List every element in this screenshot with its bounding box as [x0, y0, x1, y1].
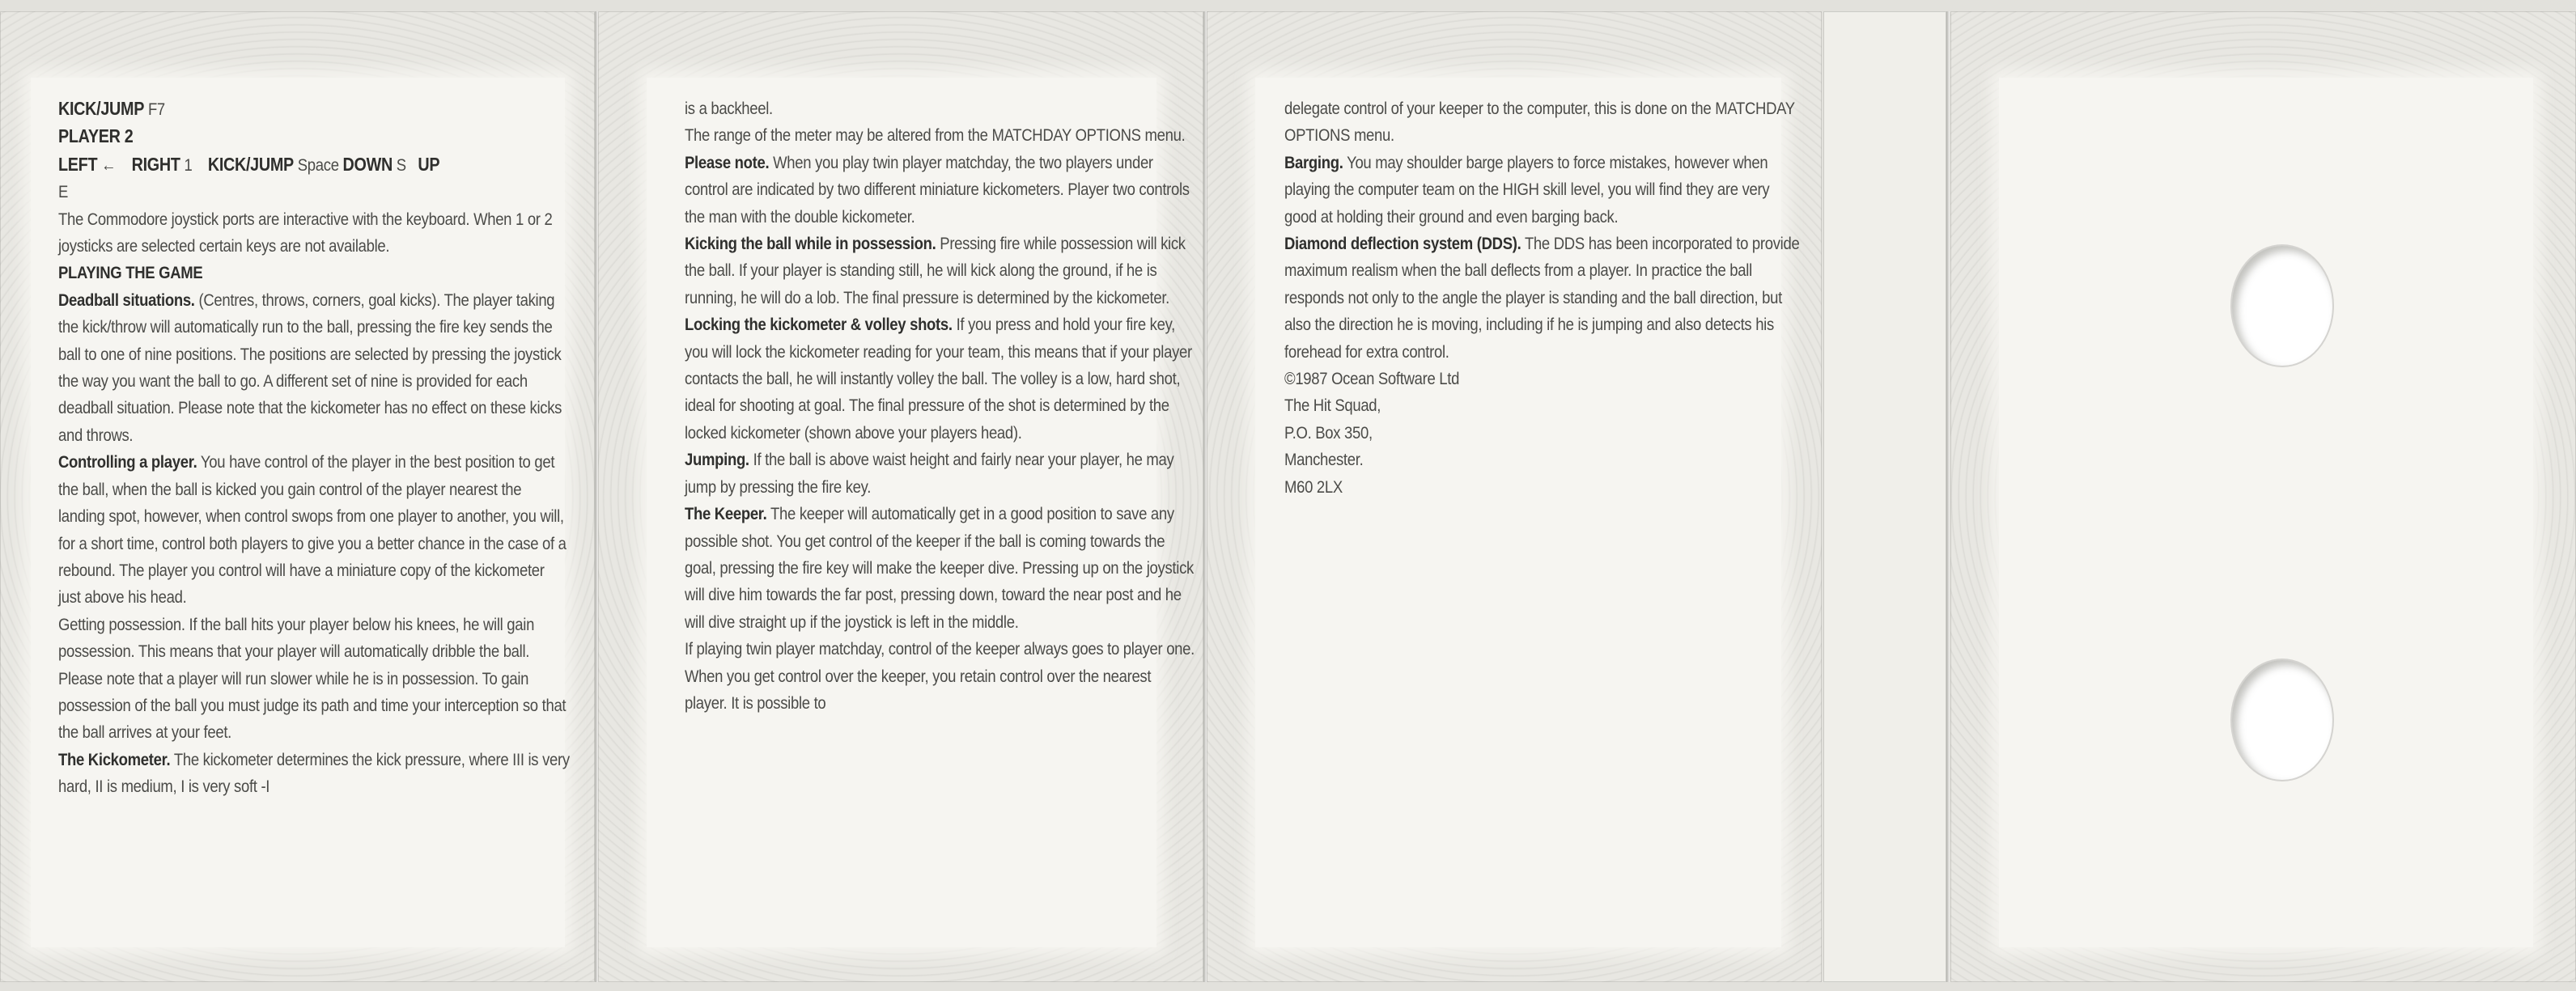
playing-heading: PLAYING THE GAME — [58, 263, 203, 283]
p2-right-label: RIGHT — [131, 153, 180, 175]
range-text: The range of the meter may be altered from the MATCHDAY OPTIONS menu. — [685, 125, 1186, 146]
left-arrow-key: ← — [101, 155, 117, 175]
note-text: When you play twin player matchday, the two players under control are indicated by two different miniature kickometers. Player two controls the man with the double kickometer. — [685, 152, 1190, 227]
delegate-text: delegate control of your keeper to the computer, this is done on the MATCHDAY OPTIONS menu. — [1284, 99, 1795, 146]
panel-3 — [1207, 11, 1822, 982]
controlling-heading: Controlling a player. — [58, 452, 197, 472]
panel-1-text — [58, 95, 570, 801]
deadball-heading: Deadball situations. — [58, 290, 195, 310]
controlling-text: You have control of the player in the best position to get the ball, when the ball is kicked you gain control of the player nearest the landing spot, however, when control swops from one player to another, you will, for a short time, control both players to give you a better chance in the case of a rebound. The player you control will have a miniature copy of the kickometer just above his head. — [58, 452, 567, 608]
address-line-4: M60 2LX — [1284, 476, 1343, 497]
fold-line-3 — [1946, 11, 1950, 982]
locking-heading: Locking the kickometer & volley shots. — [685, 315, 953, 335]
p2-left-label: LEFT — [58, 153, 98, 175]
barging-heading: Barging. — [1284, 152, 1343, 172]
locking-text: If you press and hold your fire key, you will lock the kickometer reading for your team, this means that if your player contacts the ball, he will instantly volley the ball. The volley is a low, hard shot, ideal for shooting at goal. The final pressure of the shot is determined by the locked kickometer (shown above your players head). — [685, 315, 1192, 443]
possession-text: Getting possession. If the ball hits your player below his knees, he will gain possession. This means that your player will automatically dribble the ball. Please note that a player will run slower while he is in possession. To gain possession of the ball you must judge its path and time your interception so that the ball arrives at your feet. — [58, 614, 567, 743]
p2-down-key: S — [396, 155, 406, 175]
copyright-line: ©1987 Ocean Software Ltd — [1284, 369, 1460, 389]
kicking-heading: Kicking the ball while in possession. — [685, 234, 936, 254]
jumping-text: If the ball is above waist height and fairly near your player, he may jump by pressing the fire key. — [685, 450, 1174, 497]
twin-text: If playing twin player matchday, control of the keeper always goes to player one. When you get control over the keeper, you retain control over the nearest player. It is possible to — [685, 639, 1195, 713]
address-line-1: The Hit Squad, — [1284, 396, 1381, 416]
panel-2-text — [685, 95, 1196, 717]
address-line-2: P.O. Box 350, — [1284, 422, 1373, 443]
p2-right-key: 1 — [184, 155, 193, 175]
spindle-hole-bottom — [2232, 660, 2332, 780]
address-line-3: Manchester. — [1284, 450, 1364, 470]
keeper-heading: The Keeper. — [685, 504, 767, 524]
kicking-text: Pressing fire while possession will kick the ball. If your player is standing still, he will kick along the ground, if he is running, he will do a lob. The final pressure is determined by the kickometer. — [685, 234, 1186, 307]
panel-1 — [0, 11, 595, 982]
cassette-flap-panel — [1950, 11, 2576, 982]
p2-kick-label: KICK/JUMP — [207, 153, 294, 175]
backheel-text: is a backheel. — [685, 99, 773, 118]
kickometer-heading: The Kickometer. — [58, 749, 171, 769]
p2-up-label: UP — [418, 153, 440, 175]
barging-text: You may shoulder barge players to force mistakes, however when playing the computer team on the HIGH skill level, you will find they are very good at holding their ground and even barging back. — [1284, 152, 1770, 227]
player2-heading: PLAYER 2 — [58, 125, 134, 147]
deadball-text: (Centres, throws, corners, goal kicks). The player taking the kick/throw will automatically run to the ball, pressing the fire key sends the ball to one of nine positions. The positions are selected by pressing the joystick the way you want the ball to go. A different set of nine is provided for each deadball situation. Please note that the kickometer has no effect on these kicks and throws. — [58, 290, 562, 445]
kickjump-label: KICK/JUMP — [58, 98, 145, 119]
kickjump-key: F7 — [147, 100, 165, 119]
p2-kick-key: Space — [297, 155, 339, 175]
jumping-heading: Jumping. — [685, 450, 749, 470]
kickometer-text: The kickometer determines the kick pressure, where III is very hard, II is medium, I is very soft -I — [58, 749, 570, 797]
spindle-hole-top — [2232, 246, 2332, 366]
dds-text: The DDS has been incorporated to provide maximum realism when the ball deflects from a player. In practice the ball responds not only to the angle the player is standing and the ball direction, but also the direction he is moving, including if he is jumping and also detects his forehead for extra control. — [1284, 234, 1800, 362]
flap-blank-area — [1999, 78, 2533, 947]
p2-up-key: E — [58, 182, 69, 202]
note-heading: Please note. — [685, 152, 770, 172]
spine-strip — [1823, 11, 1946, 982]
p2-down-label: DOWN — [342, 153, 393, 175]
dds-heading: Diamond deflection system (DDS). — [1284, 234, 1521, 254]
joystick-note: The Commodore joystick ports are interactive with the keyboard. When 1 or 2 joysticks are selected certain keys are not available. — [58, 209, 553, 256]
panel-3-text — [1284, 95, 1801, 501]
keeper-text: The keeper will automatically get in a good position to save any possible shot. You get control of the keeper if the ball is coming towards the goal, pressing the fire key will make the keeper dive. Pressing up on the joystick will dive him towards the far post, pressing down, toward the near post and he will dive straight up if the joystick is left in the middle. — [685, 504, 1194, 632]
panel-2 — [598, 11, 1203, 982]
